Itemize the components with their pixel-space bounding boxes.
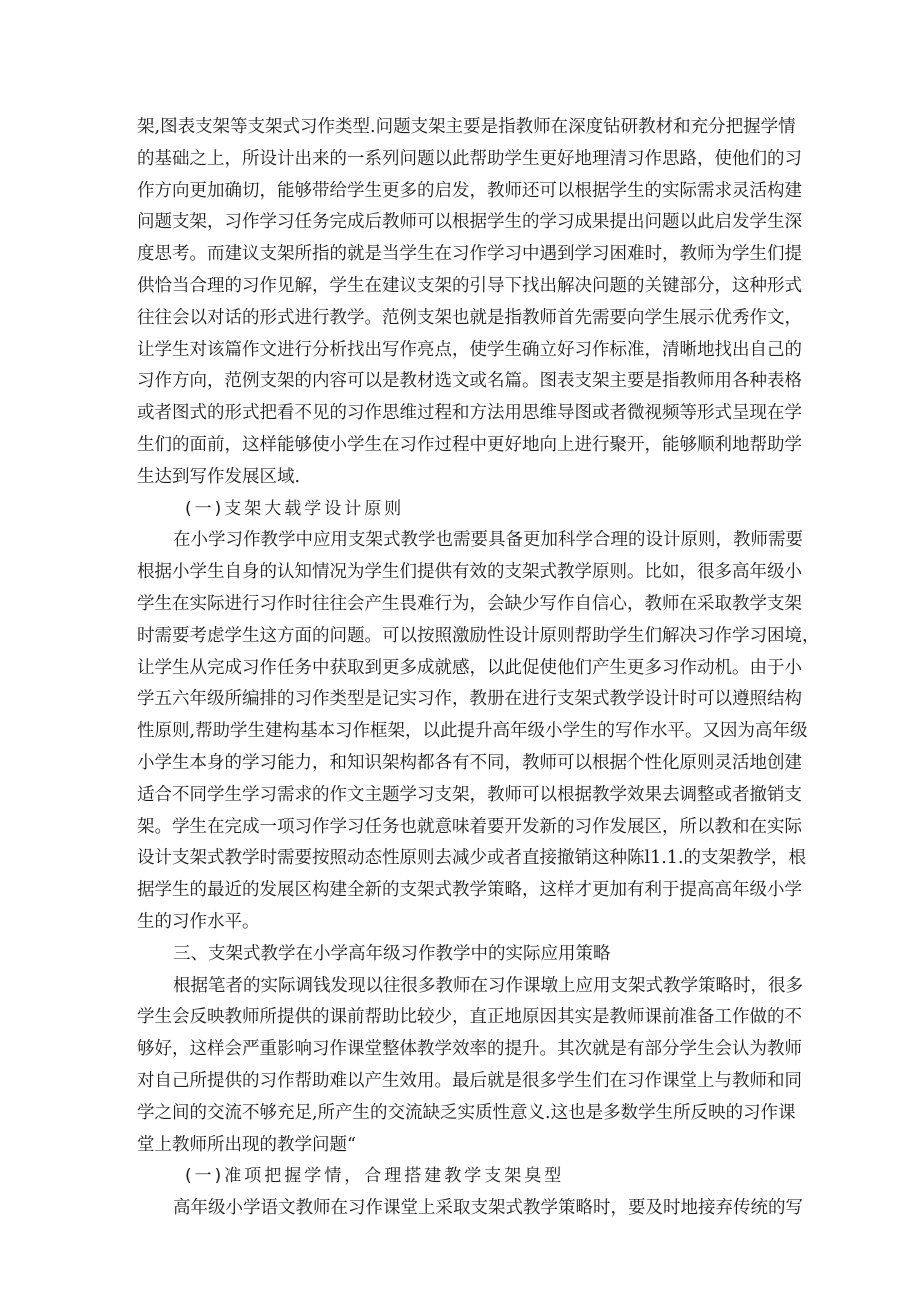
- text-line: 根据笔者的实际调钱发现以往很多教师在习作课墩上应用支架式教学策略时，很多: [173, 975, 803, 996]
- text-line: 往往会以对话的形式进行教学。范例支架也就是指教师首先需要向学生展示优秀作文，: [137, 307, 802, 328]
- document-page: [137, 112, 820, 1225]
- text-line: 供恰当合理的习作见解，学生在建议支架的引导下找出解决问题的关键部分，这种形式: [137, 275, 802, 296]
- text-line: 高年级小学语文教师在习作课堂上采取支架式教学策略时，要及时地接弃传统的写: [173, 1198, 803, 1219]
- text-line: 生的习作水平。: [137, 911, 260, 932]
- paragraph-teacher-strategy: [137, 1193, 803, 1225]
- text-line: 据学生的最近的发展区构建全新的支架式教学策略，这样才更加有利于提高高年级小学: [137, 880, 802, 901]
- text-line: 小学生本身的学习能力，和知识架构都各有不同，教师可以根据个性化原则灵活地创建: [137, 752, 802, 773]
- text-line: 性原则,帮助学生建构基本习作框架，以此提升高年级小学生的写作水平。又因为高年级: [137, 721, 808, 742]
- text-line: 学生在实际进行习作时往往会产生畏难行为，会缺少写作自信心，教师在采取教学支架: [137, 593, 802, 614]
- paragraph-scaffold-types: [137, 112, 802, 494]
- text-line: 或者图式的形式把看不见的习作思维过程和方法用思维导图或者微视频等形式呈现在学: [137, 403, 802, 424]
- text-line: 生们的面前，这样能够使小学生在习作过程中更好地向上进行聚开，能够顺利地帮助学: [137, 434, 802, 455]
- text-line: 时需要考虑学生这方面的问题。可以按照激励性设计原则帮助学生们解决习作学习困境，: [137, 625, 820, 646]
- text-line: 的基础之上，所设计出来的一系列问题以此帮助学生更好地理清习作思路，使他们的习: [137, 148, 802, 169]
- text-line: 架。学生在完成一项习作学习任务也就意味着要开发新的习作发展区，所以教和在实际: [137, 816, 802, 837]
- text-line: 问题支架，习作学习任务完成后教师可以根据学生的学习成果提出问题以此启发学生深: [137, 212, 802, 233]
- text-line: 适合不同学生学习需求的作文主题学习支架，教师可以根据教学效果去调整或者撤销支: [137, 784, 802, 805]
- text-line: 在小学习作教学中应用支架式教学也需要具备更加科学合理的设计原则，教师需要: [173, 530, 803, 551]
- text-line: 生达到写作发展区域.: [137, 466, 301, 487]
- text-line: 根据小学生自身的认知情况为学生们提供有效的支架式教学原则。比如，很多高年级小: [137, 562, 802, 583]
- section-heading-learning-situation: (一)准项把握学情，合理搭建教学支架臭型: [185, 1166, 565, 1187]
- text-line: 对自己所提供的习作帮助难以产生效用。最后就是很多学生们在习作课堂上与教师和同: [137, 1070, 802, 1091]
- text-line: 让学生从完成习作任务中获取到更多成就感，以此促使他们产生更多习作动机。由于小: [137, 657, 802, 678]
- text-line: 让学生对该篇作文进行分析找出写作亮点，使学生确立好习作标准，清晰地找出自己的: [137, 339, 802, 360]
- text-line: 习作方向，范例支架的内容可以是教材选文或名篇。图表支架主要是指教师用各种表格: [137, 371, 802, 392]
- text-line: 设计支架式教学时需要按照动态性原则去减少或者直接撤销这种陈l1.1.的支架教学，根: [137, 848, 806, 869]
- text-line: 堂上教师所出现的教学问题“: [137, 1134, 356, 1155]
- text-line: 度思考。而建议支架所指的就是当学生在习作学习中遇到学习困难时，教师为学生们提: [137, 244, 802, 265]
- paragraph-survey-findings: [137, 971, 803, 1162]
- section-heading-design-principles: (一)支架大载学设计原则: [185, 498, 405, 519]
- text-line: 架,图表支架等支架式习作类型.问题支架主要是指教师在深度钻研教材和充分把握学情: [137, 117, 796, 137]
- paragraph-design-principles: [137, 525, 820, 938]
- text-line: 学五六年级所编排的习作类型是记实习作，教册在进行支架式教学设计时可以遵照结构: [137, 689, 802, 710]
- text-line: 学生会反映教师所提供的课前帮助比较少，直正地原因其实是教师课前准备工作做的不: [137, 1007, 802, 1028]
- text-line: 学之间的交流不够充足,所产生的交流缺乏实质性意义.这也是多数学生所反映的习作课: [137, 1102, 796, 1123]
- section-heading-application-strategies: 三、支架式教学在小学高年级习作教学中的实际应用策略: [173, 943, 611, 964]
- text-line: 够好，这样会严重影响习作课堂整体教学效率的提升。其次就是有部分学生会认为教师: [137, 1039, 802, 1060]
- text-line: 作方向更加确切，能够带给学生更多的启发，教师还可以根据学生的实际需求灵活构建: [137, 180, 802, 201]
